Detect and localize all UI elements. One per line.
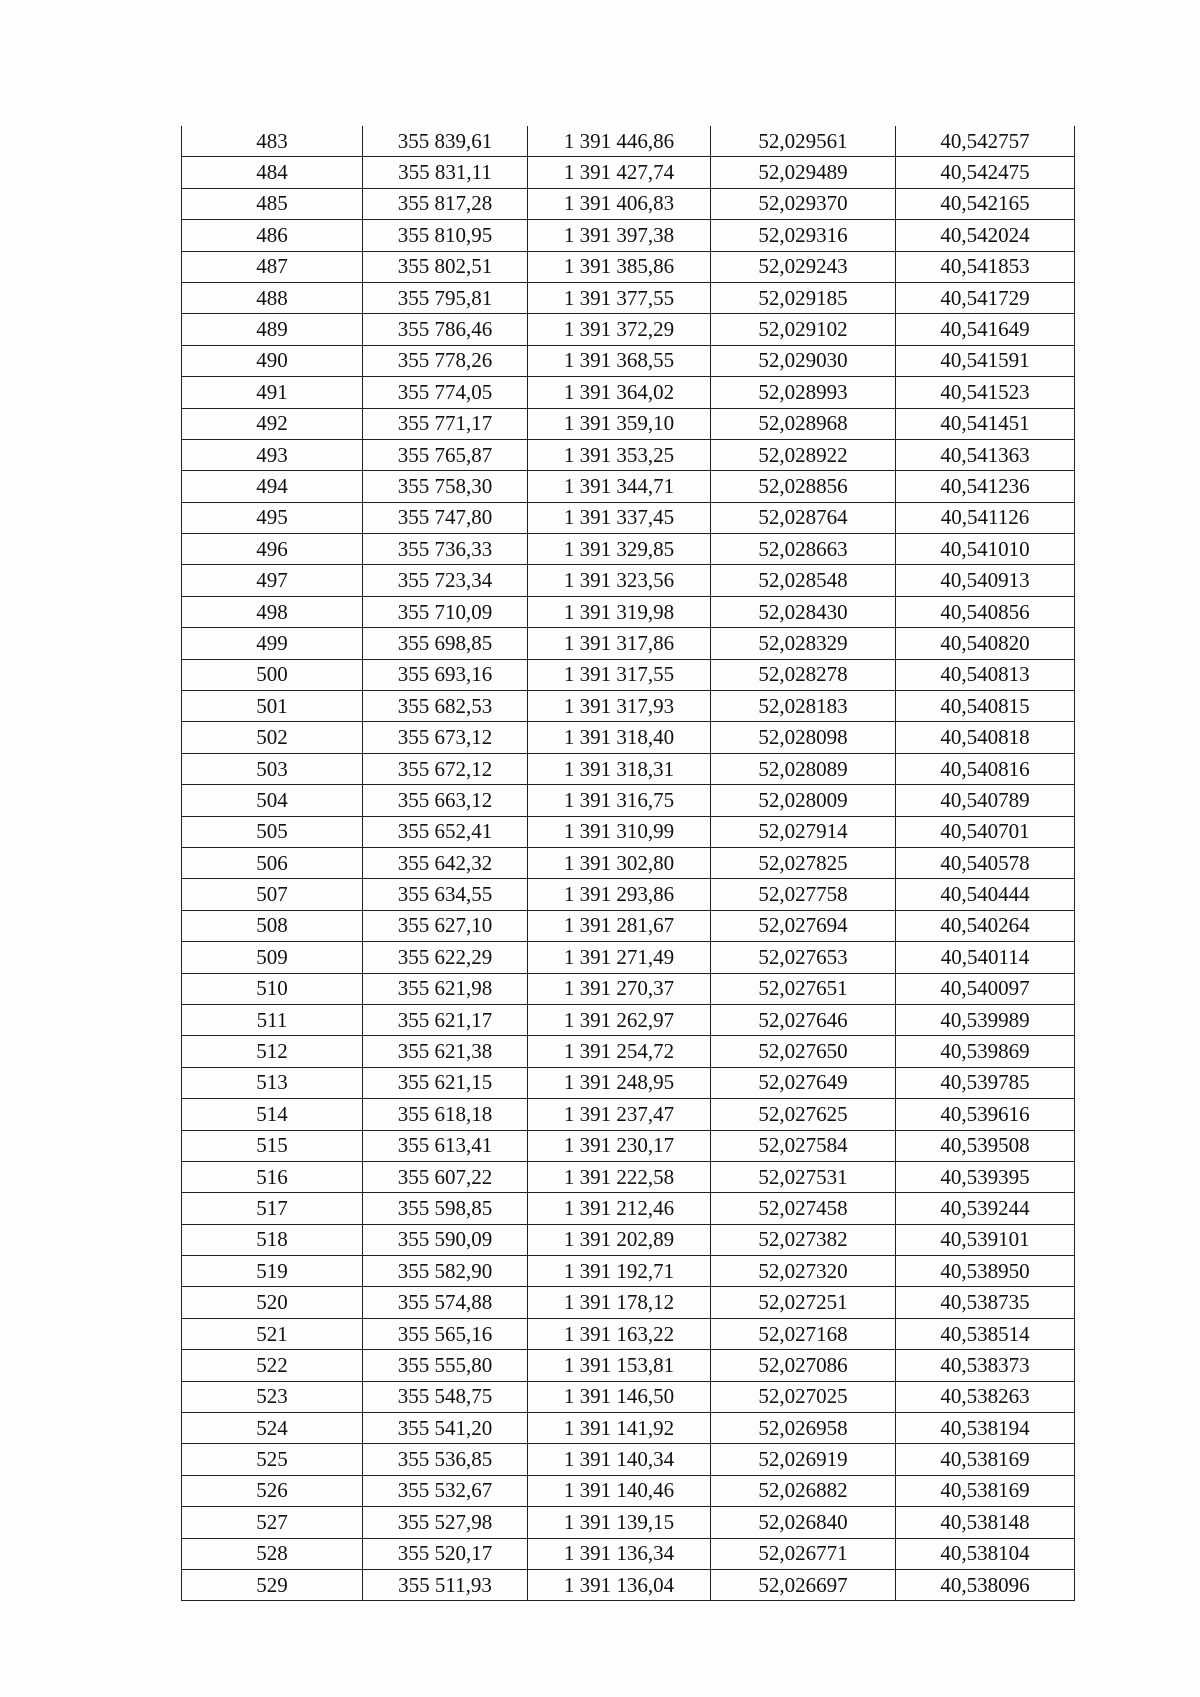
- table-row: [182, 1475, 1075, 1506]
- longitude-cell: 40,540114: [896, 942, 1075, 973]
- latitude-cell: 52,028278: [711, 659, 896, 690]
- longitude-cell: 40,539616: [896, 1099, 1075, 1130]
- point-number-cell: 492: [182, 408, 363, 439]
- y-coordinate-cell: 1 391 141,92: [528, 1413, 711, 1444]
- y-coordinate-cell: 1 391 136,04: [528, 1569, 711, 1600]
- latitude-cell: 52,027646: [711, 1004, 896, 1035]
- x-coordinate-cell: 355 810,95: [363, 220, 528, 251]
- x-coordinate-cell: 355 613,41: [363, 1130, 528, 1161]
- point-number-cell: 504: [182, 785, 363, 816]
- x-coordinate-cell: 355 652,41: [363, 816, 528, 847]
- point-number-cell: 487: [182, 251, 363, 282]
- table-row: [182, 126, 1075, 157]
- latitude-cell: 52,026697: [711, 1569, 896, 1600]
- latitude-cell: 52,027758: [711, 879, 896, 910]
- y-coordinate-cell: 1 391 136,34: [528, 1538, 711, 1569]
- point-number-cell: 521: [182, 1318, 363, 1349]
- longitude-cell: 40,542024: [896, 220, 1075, 251]
- point-number-cell: 517: [182, 1193, 363, 1224]
- x-coordinate-cell: 355 682,53: [363, 691, 528, 722]
- x-coordinate-cell: 355 590,09: [363, 1224, 528, 1255]
- y-coordinate-cell: 1 391 310,99: [528, 816, 711, 847]
- x-coordinate-cell: 355 710,09: [363, 596, 528, 627]
- x-coordinate-cell: 355 627,10: [363, 910, 528, 941]
- table-row: [182, 345, 1075, 376]
- y-coordinate-cell: 1 391 353,25: [528, 439, 711, 470]
- y-coordinate-cell: 1 391 302,80: [528, 847, 711, 878]
- longitude-cell: 40,540856: [896, 596, 1075, 627]
- y-coordinate-cell: 1 391 140,46: [528, 1475, 711, 1506]
- latitude-cell: 52,029185: [711, 282, 896, 313]
- table-row: [182, 1099, 1075, 1130]
- table-row: [182, 1507, 1075, 1538]
- x-coordinate-cell: 355 817,28: [363, 188, 528, 219]
- table-row: [182, 628, 1075, 659]
- x-coordinate-cell: 355 622,29: [363, 942, 528, 973]
- table-row: [182, 1538, 1075, 1569]
- y-coordinate-cell: 1 391 237,47: [528, 1099, 711, 1130]
- longitude-cell: 40,538169: [896, 1475, 1075, 1506]
- table-row: [182, 910, 1075, 941]
- longitude-cell: 40,541363: [896, 439, 1075, 470]
- table-row: [182, 188, 1075, 219]
- y-coordinate-cell: 1 391 337,45: [528, 502, 711, 533]
- point-number-cell: 493: [182, 439, 363, 470]
- latitude-cell: 52,027458: [711, 1193, 896, 1224]
- y-coordinate-cell: 1 391 368,55: [528, 345, 711, 376]
- y-coordinate-cell: 1 391 212,46: [528, 1193, 711, 1224]
- table-row: [182, 1569, 1075, 1600]
- longitude-cell: 40,539101: [896, 1224, 1075, 1255]
- y-coordinate-cell: 1 391 316,75: [528, 785, 711, 816]
- x-coordinate-cell: 355 532,67: [363, 1475, 528, 1506]
- longitude-cell: 40,538373: [896, 1350, 1075, 1381]
- longitude-cell: 40,540444: [896, 879, 1075, 910]
- x-coordinate-cell: 355 795,81: [363, 282, 528, 313]
- table-row: [182, 534, 1075, 565]
- coordinates-table: [181, 126, 1075, 1601]
- latitude-cell: 52,026958: [711, 1413, 896, 1444]
- y-coordinate-cell: 1 391 446,86: [528, 126, 711, 157]
- longitude-cell: 40,541126: [896, 502, 1075, 533]
- table-row: [182, 565, 1075, 596]
- longitude-cell: 40,541853: [896, 251, 1075, 282]
- latitude-cell: 52,029102: [711, 314, 896, 345]
- longitude-cell: 40,540097: [896, 973, 1075, 1004]
- y-coordinate-cell: 1 391 317,93: [528, 691, 711, 722]
- longitude-cell: 40,540789: [896, 785, 1075, 816]
- x-coordinate-cell: 355 693,16: [363, 659, 528, 690]
- x-coordinate-cell: 355 634,55: [363, 879, 528, 910]
- latitude-cell: 52,027651: [711, 973, 896, 1004]
- point-number-cell: 501: [182, 691, 363, 722]
- table-row: [182, 282, 1075, 313]
- longitude-cell: 40,538194: [896, 1413, 1075, 1444]
- x-coordinate-cell: 355 673,12: [363, 722, 528, 753]
- table-row: [182, 314, 1075, 345]
- y-coordinate-cell: 1 391 254,72: [528, 1036, 711, 1067]
- table-row: [182, 1350, 1075, 1381]
- y-coordinate-cell: 1 391 427,74: [528, 157, 711, 188]
- y-coordinate-cell: 1 391 139,15: [528, 1507, 711, 1538]
- x-coordinate-cell: 355 642,32: [363, 847, 528, 878]
- table-row: [182, 1224, 1075, 1255]
- latitude-cell: 52,029030: [711, 345, 896, 376]
- latitude-cell: 52,029489: [711, 157, 896, 188]
- y-coordinate-cell: 1 391 318,31: [528, 753, 711, 784]
- longitude-cell: 40,540816: [896, 753, 1075, 784]
- longitude-cell: 40,540264: [896, 910, 1075, 941]
- latitude-cell: 52,027382: [711, 1224, 896, 1255]
- point-number-cell: 525: [182, 1444, 363, 1475]
- latitude-cell: 52,027584: [711, 1130, 896, 1161]
- table-row: [182, 1161, 1075, 1192]
- x-coordinate-cell: 355 555,80: [363, 1350, 528, 1381]
- latitude-cell: 52,027251: [711, 1287, 896, 1318]
- point-number-cell: 505: [182, 816, 363, 847]
- y-coordinate-cell: 1 391 385,86: [528, 251, 711, 282]
- x-coordinate-cell: 355 839,61: [363, 126, 528, 157]
- y-coordinate-cell: 1 391 281,67: [528, 910, 711, 941]
- point-number-cell: 523: [182, 1381, 363, 1412]
- point-number-cell: 522: [182, 1350, 363, 1381]
- point-number-cell: 513: [182, 1067, 363, 1098]
- latitude-cell: 52,027653: [711, 942, 896, 973]
- table-row: [182, 1067, 1075, 1098]
- longitude-cell: 40,538263: [896, 1381, 1075, 1412]
- y-coordinate-cell: 1 391 293,86: [528, 879, 711, 910]
- y-coordinate-cell: 1 391 372,29: [528, 314, 711, 345]
- x-coordinate-cell: 355 574,88: [363, 1287, 528, 1318]
- point-number-cell: 489: [182, 314, 363, 345]
- coordinates-table-body: [182, 126, 1075, 1601]
- longitude-cell: 40,538735: [896, 1287, 1075, 1318]
- table-row: [182, 377, 1075, 408]
- point-number-cell: 485: [182, 188, 363, 219]
- table-row: [182, 1413, 1075, 1444]
- latitude-cell: 52,028663: [711, 534, 896, 565]
- table-row: [182, 1381, 1075, 1412]
- longitude-cell: 40,539869: [896, 1036, 1075, 1067]
- x-coordinate-cell: 355 621,38: [363, 1036, 528, 1067]
- table-row: [182, 942, 1075, 973]
- y-coordinate-cell: 1 391 329,85: [528, 534, 711, 565]
- table-row: [182, 220, 1075, 251]
- longitude-cell: 40,539989: [896, 1004, 1075, 1035]
- x-coordinate-cell: 355 541,20: [363, 1413, 528, 1444]
- table-row: [182, 1287, 1075, 1318]
- point-number-cell: 490: [182, 345, 363, 376]
- point-number-cell: 502: [182, 722, 363, 753]
- latitude-cell: 52,028993: [711, 377, 896, 408]
- y-coordinate-cell: 1 391 397,38: [528, 220, 711, 251]
- point-number-cell: 483: [182, 126, 363, 157]
- y-coordinate-cell: 1 391 359,10: [528, 408, 711, 439]
- point-number-cell: 510: [182, 973, 363, 1004]
- latitude-cell: 52,028183: [711, 691, 896, 722]
- table-row: [182, 1444, 1075, 1475]
- table-row: [182, 659, 1075, 690]
- point-number-cell: 506: [182, 847, 363, 878]
- latitude-cell: 52,028329: [711, 628, 896, 659]
- point-number-cell: 529: [182, 1569, 363, 1600]
- table-row: [182, 973, 1075, 1004]
- point-number-cell: 520: [182, 1287, 363, 1318]
- y-coordinate-cell: 1 391 163,22: [528, 1318, 711, 1349]
- x-coordinate-cell: 355 831,11: [363, 157, 528, 188]
- y-coordinate-cell: 1 391 323,56: [528, 565, 711, 596]
- x-coordinate-cell: 355 511,93: [363, 1569, 528, 1600]
- table-row: [182, 157, 1075, 188]
- latitude-cell: 52,028922: [711, 439, 896, 470]
- table-row: [182, 1130, 1075, 1161]
- x-coordinate-cell: 355 786,46: [363, 314, 528, 345]
- x-coordinate-cell: 355 663,12: [363, 785, 528, 816]
- table-row: [182, 439, 1075, 470]
- longitude-cell: 40,538514: [896, 1318, 1075, 1349]
- point-number-cell: 484: [182, 157, 363, 188]
- latitude-cell: 52,028009: [711, 785, 896, 816]
- latitude-cell: 52,028548: [711, 565, 896, 596]
- x-coordinate-cell: 355 774,05: [363, 377, 528, 408]
- latitude-cell: 52,027694: [711, 910, 896, 941]
- x-coordinate-cell: 355 802,51: [363, 251, 528, 282]
- latitude-cell: 52,027825: [711, 847, 896, 878]
- latitude-cell: 52,029561: [711, 126, 896, 157]
- point-number-cell: 519: [182, 1256, 363, 1287]
- point-number-cell: 496: [182, 534, 363, 565]
- point-number-cell: 509: [182, 942, 363, 973]
- x-coordinate-cell: 355 736,33: [363, 534, 528, 565]
- table-row: [182, 408, 1075, 439]
- x-coordinate-cell: 355 618,18: [363, 1099, 528, 1130]
- latitude-cell: 52,028764: [711, 502, 896, 533]
- longitude-cell: 40,539785: [896, 1067, 1075, 1098]
- y-coordinate-cell: 1 391 262,97: [528, 1004, 711, 1035]
- y-coordinate-cell: 1 391 344,71: [528, 471, 711, 502]
- y-coordinate-cell: 1 391 146,50: [528, 1381, 711, 1412]
- y-coordinate-cell: 1 391 317,55: [528, 659, 711, 690]
- point-number-cell: 527: [182, 1507, 363, 1538]
- point-number-cell: 514: [182, 1099, 363, 1130]
- longitude-cell: 40,540815: [896, 691, 1075, 722]
- longitude-cell: 40,538950: [896, 1256, 1075, 1287]
- x-coordinate-cell: 355 621,98: [363, 973, 528, 1004]
- x-coordinate-cell: 355 607,22: [363, 1161, 528, 1192]
- latitude-cell: 52,026771: [711, 1538, 896, 1569]
- longitude-cell: 40,542475: [896, 157, 1075, 188]
- x-coordinate-cell: 355 598,85: [363, 1193, 528, 1224]
- latitude-cell: 52,027168: [711, 1318, 896, 1349]
- point-number-cell: 486: [182, 220, 363, 251]
- longitude-cell: 40,540820: [896, 628, 1075, 659]
- latitude-cell: 52,029370: [711, 188, 896, 219]
- table-row: [182, 596, 1075, 627]
- longitude-cell: 40,540818: [896, 722, 1075, 753]
- longitude-cell: 40,539395: [896, 1161, 1075, 1192]
- longitude-cell: 40,538169: [896, 1444, 1075, 1475]
- latitude-cell: 52,028098: [711, 722, 896, 753]
- longitude-cell: 40,539244: [896, 1193, 1075, 1224]
- table-row: [182, 1256, 1075, 1287]
- point-number-cell: 497: [182, 565, 363, 596]
- y-coordinate-cell: 1 391 364,02: [528, 377, 711, 408]
- latitude-cell: 52,027531: [711, 1161, 896, 1192]
- table-row: [182, 1193, 1075, 1224]
- point-number-cell: 508: [182, 910, 363, 941]
- point-number-cell: 491: [182, 377, 363, 408]
- y-coordinate-cell: 1 391 230,17: [528, 1130, 711, 1161]
- latitude-cell: 52,028089: [711, 753, 896, 784]
- point-number-cell: 516: [182, 1161, 363, 1192]
- y-coordinate-cell: 1 391 153,81: [528, 1350, 711, 1381]
- longitude-cell: 40,541729: [896, 282, 1075, 313]
- x-coordinate-cell: 355 621,17: [363, 1004, 528, 1035]
- latitude-cell: 52,028856: [711, 471, 896, 502]
- y-coordinate-cell: 1 391 178,12: [528, 1287, 711, 1318]
- latitude-cell: 52,027914: [711, 816, 896, 847]
- longitude-cell: 40,538104: [896, 1538, 1075, 1569]
- longitude-cell: 40,541523: [896, 377, 1075, 408]
- x-coordinate-cell: 355 548,75: [363, 1381, 528, 1412]
- longitude-cell: 40,542757: [896, 126, 1075, 157]
- point-number-cell: 528: [182, 1538, 363, 1569]
- y-coordinate-cell: 1 391 319,98: [528, 596, 711, 627]
- latitude-cell: 52,029243: [711, 251, 896, 282]
- latitude-cell: 52,029316: [711, 220, 896, 251]
- point-number-cell: 518: [182, 1224, 363, 1255]
- longitude-cell: 40,541591: [896, 345, 1075, 376]
- x-coordinate-cell: 355 765,87: [363, 439, 528, 470]
- y-coordinate-cell: 1 391 406,83: [528, 188, 711, 219]
- latitude-cell: 52,026840: [711, 1507, 896, 1538]
- longitude-cell: 40,541236: [896, 471, 1075, 502]
- table-row: [182, 471, 1075, 502]
- table-row: [182, 691, 1075, 722]
- latitude-cell: 52,027649: [711, 1067, 896, 1098]
- x-coordinate-cell: 355 520,17: [363, 1538, 528, 1569]
- latitude-cell: 52,028968: [711, 408, 896, 439]
- latitude-cell: 52,028430: [711, 596, 896, 627]
- longitude-cell: 40,541451: [896, 408, 1075, 439]
- y-coordinate-cell: 1 391 140,34: [528, 1444, 711, 1475]
- table-row: [182, 722, 1075, 753]
- table-row: [182, 1036, 1075, 1067]
- table-row: [182, 847, 1075, 878]
- x-coordinate-cell: 355 758,30: [363, 471, 528, 502]
- table-row: [182, 502, 1075, 533]
- point-number-cell: 512: [182, 1036, 363, 1067]
- latitude-cell: 52,027086: [711, 1350, 896, 1381]
- latitude-cell: 52,026919: [711, 1444, 896, 1475]
- x-coordinate-cell: 355 582,90: [363, 1256, 528, 1287]
- y-coordinate-cell: 1 391 192,71: [528, 1256, 711, 1287]
- table-row: [182, 1318, 1075, 1349]
- longitude-cell: 40,538096: [896, 1569, 1075, 1600]
- latitude-cell: 52,027320: [711, 1256, 896, 1287]
- longitude-cell: 40,542165: [896, 188, 1075, 219]
- x-coordinate-cell: 355 778,26: [363, 345, 528, 376]
- point-number-cell: 488: [182, 282, 363, 313]
- longitude-cell: 40,541649: [896, 314, 1075, 345]
- point-number-cell: 494: [182, 471, 363, 502]
- y-coordinate-cell: 1 391 317,86: [528, 628, 711, 659]
- x-coordinate-cell: 355 747,80: [363, 502, 528, 533]
- table-row: [182, 816, 1075, 847]
- point-number-cell: 499: [182, 628, 363, 659]
- longitude-cell: 40,539508: [896, 1130, 1075, 1161]
- point-number-cell: 498: [182, 596, 363, 627]
- table-row: [182, 753, 1075, 784]
- point-number-cell: 515: [182, 1130, 363, 1161]
- x-coordinate-cell: 355 536,85: [363, 1444, 528, 1475]
- longitude-cell: 40,541010: [896, 534, 1075, 565]
- longitude-cell: 40,540813: [896, 659, 1075, 690]
- longitude-cell: 40,540578: [896, 847, 1075, 878]
- x-coordinate-cell: 355 723,34: [363, 565, 528, 596]
- x-coordinate-cell: 355 565,16: [363, 1318, 528, 1349]
- latitude-cell: 52,027025: [711, 1381, 896, 1412]
- longitude-cell: 40,538148: [896, 1507, 1075, 1538]
- longitude-cell: 40,540701: [896, 816, 1075, 847]
- point-number-cell: 503: [182, 753, 363, 784]
- point-number-cell: 500: [182, 659, 363, 690]
- latitude-cell: 52,027650: [711, 1036, 896, 1067]
- longitude-cell: 40,540913: [896, 565, 1075, 596]
- latitude-cell: 52,026882: [711, 1475, 896, 1506]
- y-coordinate-cell: 1 391 377,55: [528, 282, 711, 313]
- y-coordinate-cell: 1 391 318,40: [528, 722, 711, 753]
- point-number-cell: 526: [182, 1475, 363, 1506]
- table-row: [182, 785, 1075, 816]
- x-coordinate-cell: 355 672,12: [363, 753, 528, 784]
- point-number-cell: 507: [182, 879, 363, 910]
- y-coordinate-cell: 1 391 202,89: [528, 1224, 711, 1255]
- x-coordinate-cell: 355 621,15: [363, 1067, 528, 1098]
- table-row: [182, 251, 1075, 282]
- point-number-cell: 511: [182, 1004, 363, 1035]
- x-coordinate-cell: 355 698,85: [363, 628, 528, 659]
- y-coordinate-cell: 1 391 248,95: [528, 1067, 711, 1098]
- point-number-cell: 524: [182, 1413, 363, 1444]
- point-number-cell: 495: [182, 502, 363, 533]
- y-coordinate-cell: 1 391 222,58: [528, 1161, 711, 1192]
- table-row: [182, 1004, 1075, 1035]
- y-coordinate-cell: 1 391 270,37: [528, 973, 711, 1004]
- x-coordinate-cell: 355 527,98: [363, 1507, 528, 1538]
- table-row: [182, 879, 1075, 910]
- latitude-cell: 52,027625: [711, 1099, 896, 1130]
- x-coordinate-cell: 355 771,17: [363, 408, 528, 439]
- y-coordinate-cell: 1 391 271,49: [528, 942, 711, 973]
